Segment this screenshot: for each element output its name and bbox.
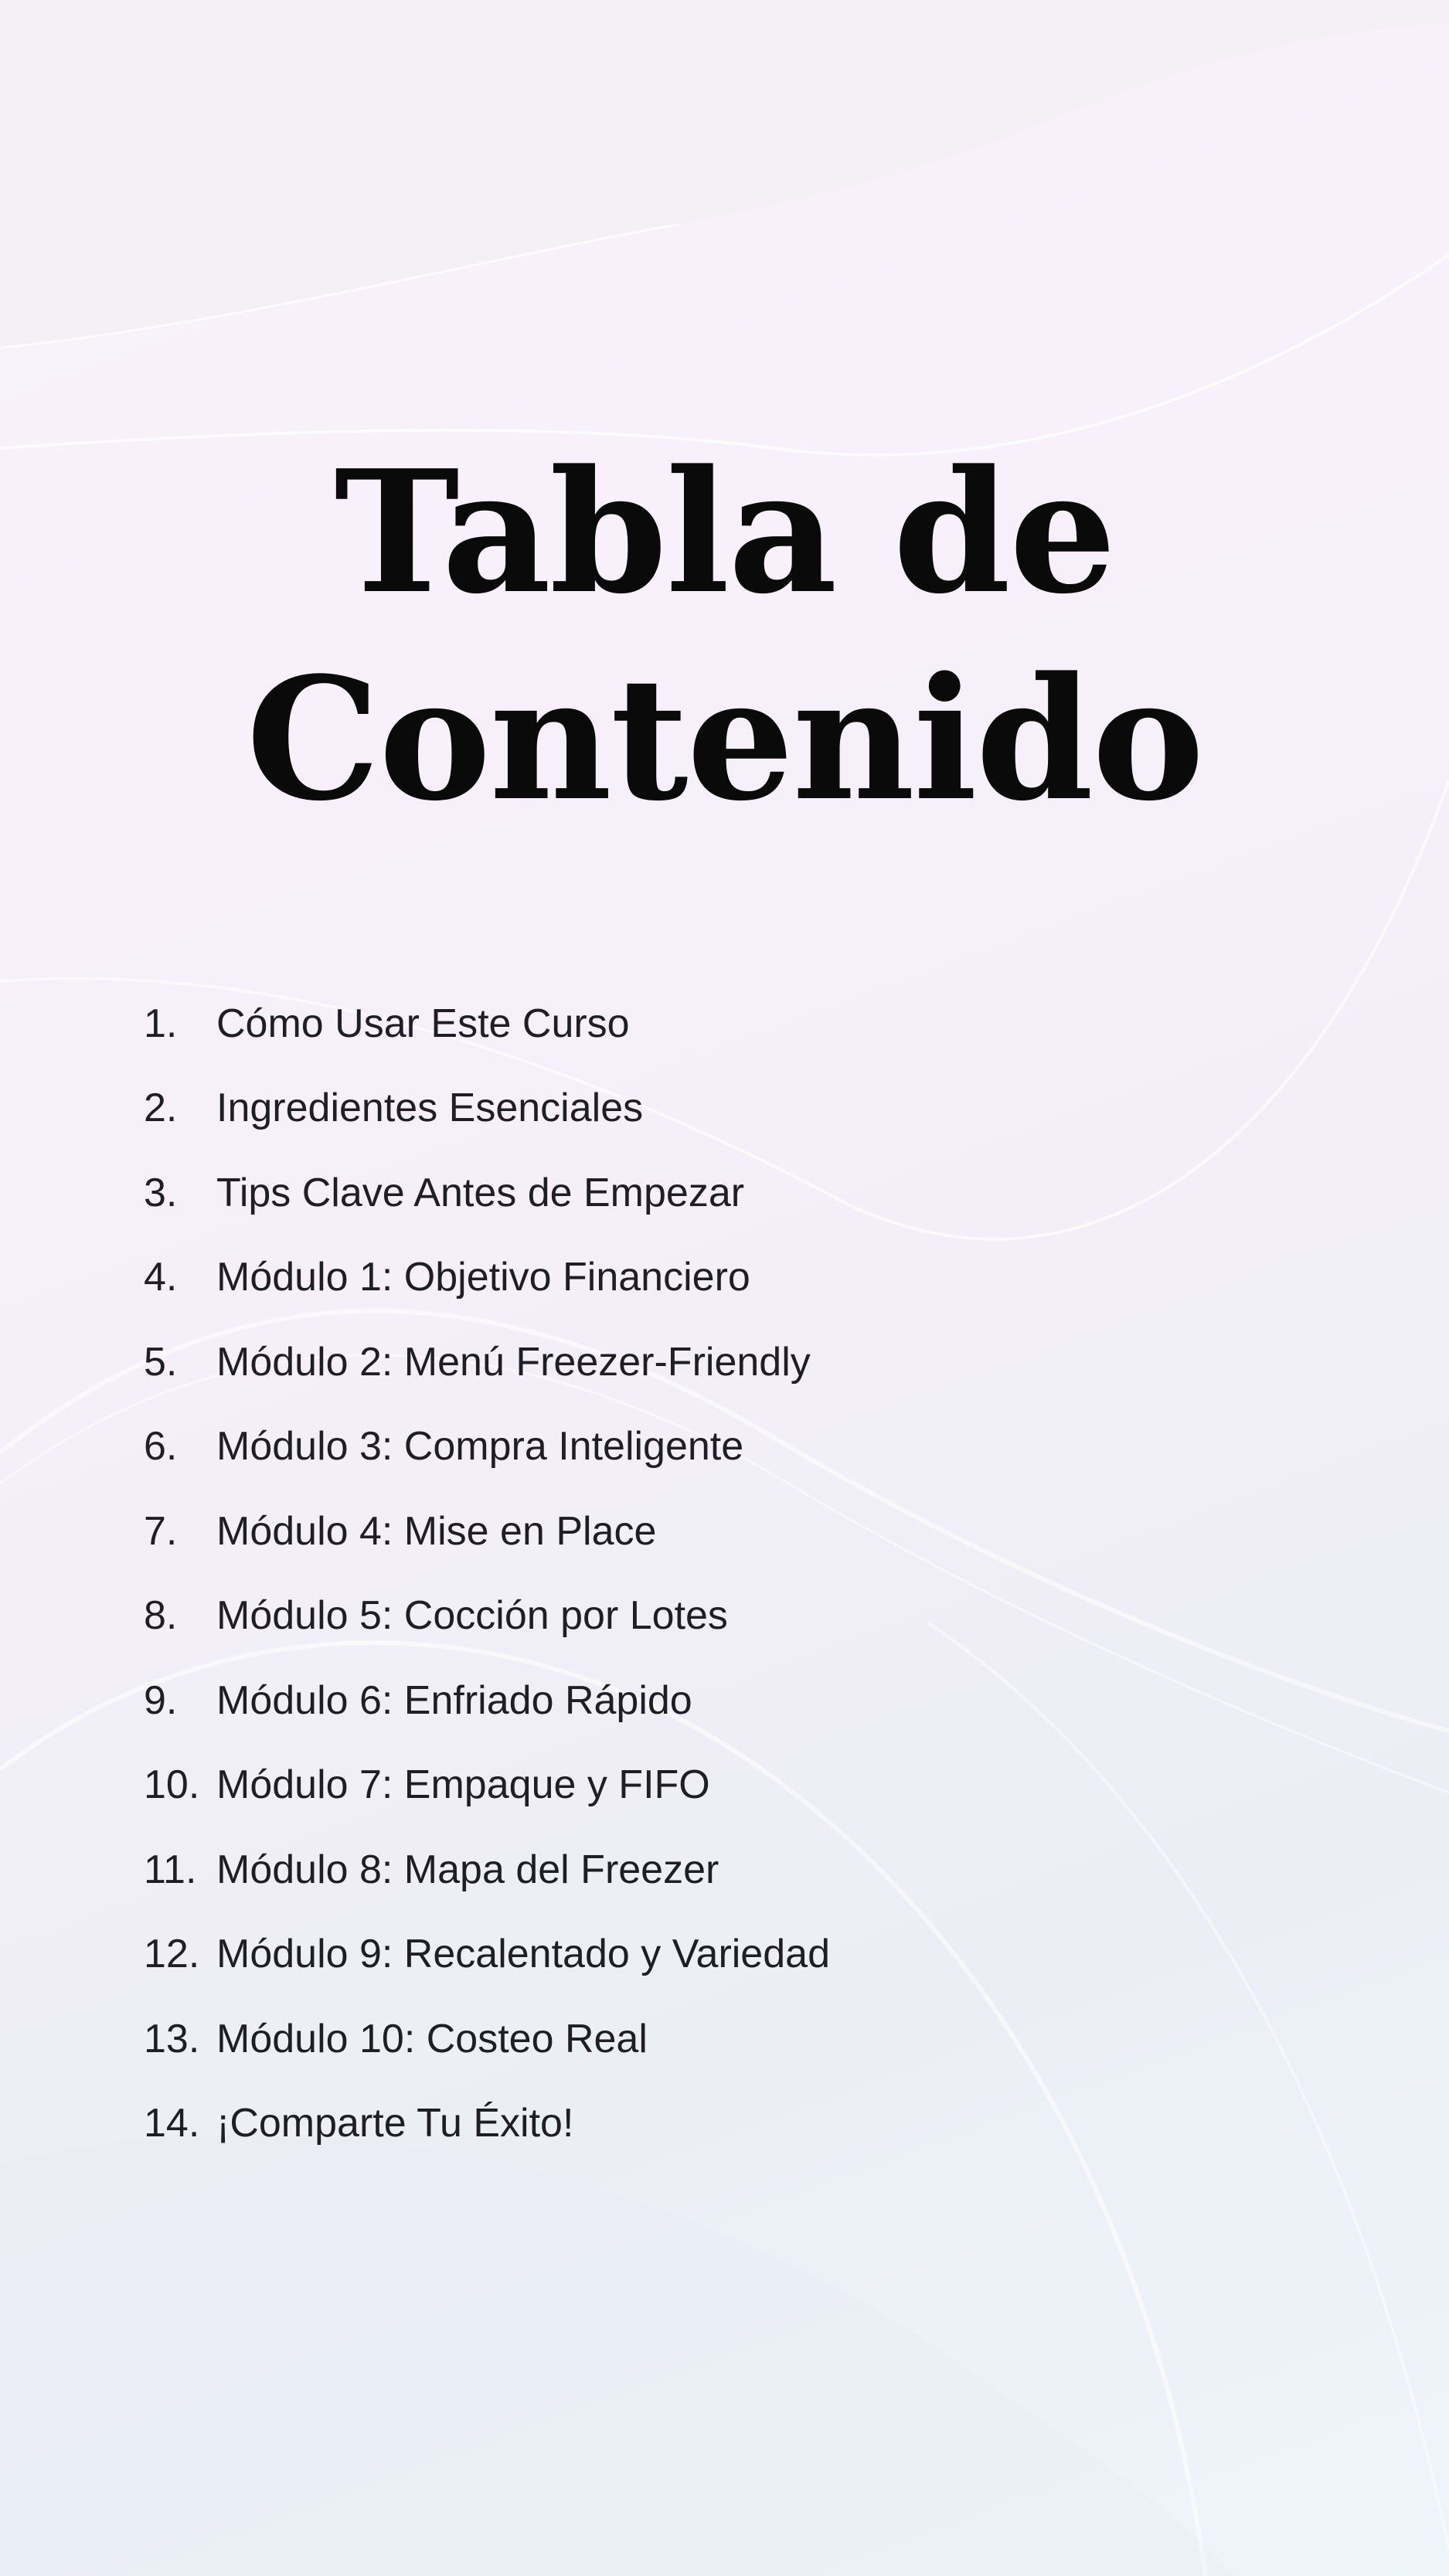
page-title-line-1: Tabla de: [334, 433, 1115, 631]
toc-item: [144, 1235, 830, 1320]
toc-item-label: Módulo 8: Mapa del Freezer: [216, 1847, 719, 1892]
toc-item-label: Módulo 1: Objetivo Financiero: [216, 1255, 750, 1300]
toc-item-label: Módulo 3: Compra Inteligente: [216, 1424, 744, 1470]
page-title-line-2: Contenido: [246, 641, 1203, 838]
toc-item: [144, 1066, 830, 1151]
toc-item: [144, 1574, 830, 1659]
toc-item-number: 14.: [144, 2101, 200, 2146]
toc-item-label: Módulo 4: Mise en Place: [216, 1508, 657, 1554]
toc-item-number: 3.: [144, 1170, 178, 1215]
toc-item-number: 13.: [144, 2016, 200, 2061]
toc-item: [144, 1658, 830, 1743]
toc-item-label: Ingredientes Esenciales: [216, 1086, 644, 1131]
toc-item-label: Cómo Usar Este Curso: [216, 1001, 630, 1046]
toc-item: [144, 1489, 830, 1574]
toc-item: [144, 1320, 830, 1405]
toc-item: [144, 1827, 830, 1912]
page-title: [0, 429, 1449, 843]
toc-item-number: 6.: [144, 1424, 178, 1470]
toc-item-number: 1.: [144, 1001, 178, 1046]
toc-item-number: 8.: [144, 1593, 178, 1639]
toc-item-label: ¡Comparte Tu Éxito!: [216, 2101, 574, 2146]
toc-item: [144, 1743, 830, 1828]
toc-item: [144, 2082, 830, 2166]
toc-item-label: Módulo 10: Costeo Real: [216, 2016, 648, 2061]
toc-item-number: 4.: [144, 1255, 178, 1300]
toc-item-number: 9.: [144, 1677, 178, 1723]
toc-item: [144, 1912, 830, 1997]
toc-item-label: Módulo 6: Enfriado Rápido: [216, 1677, 692, 1723]
toc-item-number: 5.: [144, 1339, 178, 1385]
toc-item-number: 12.: [144, 1932, 200, 1977]
toc-item: [144, 1997, 830, 2082]
toc-item-label: Módulo 9: Recalentado y Variedad: [216, 1932, 830, 1977]
toc-item-number: 10.: [144, 1762, 200, 1808]
toc-item-number: 2.: [144, 1086, 178, 1131]
table-of-contents-list: [144, 981, 830, 2166]
toc-item: [144, 981, 830, 1066]
toc-item-label: Módulo 7: Empaque y FIFO: [216, 1762, 710, 1808]
toc-item-label: Módulo 2: Menú Freezer-Friendly: [216, 1339, 811, 1385]
toc-item-label: Tips Clave Antes de Empezar: [216, 1170, 745, 1215]
toc-item-number: 7.: [144, 1508, 178, 1554]
toc-item: [144, 1405, 830, 1490]
toc-item-number: 11.: [144, 1847, 197, 1892]
toc-item: [144, 1150, 830, 1235]
toc-item-label: Módulo 5: Cocción por Lotes: [216, 1593, 728, 1639]
